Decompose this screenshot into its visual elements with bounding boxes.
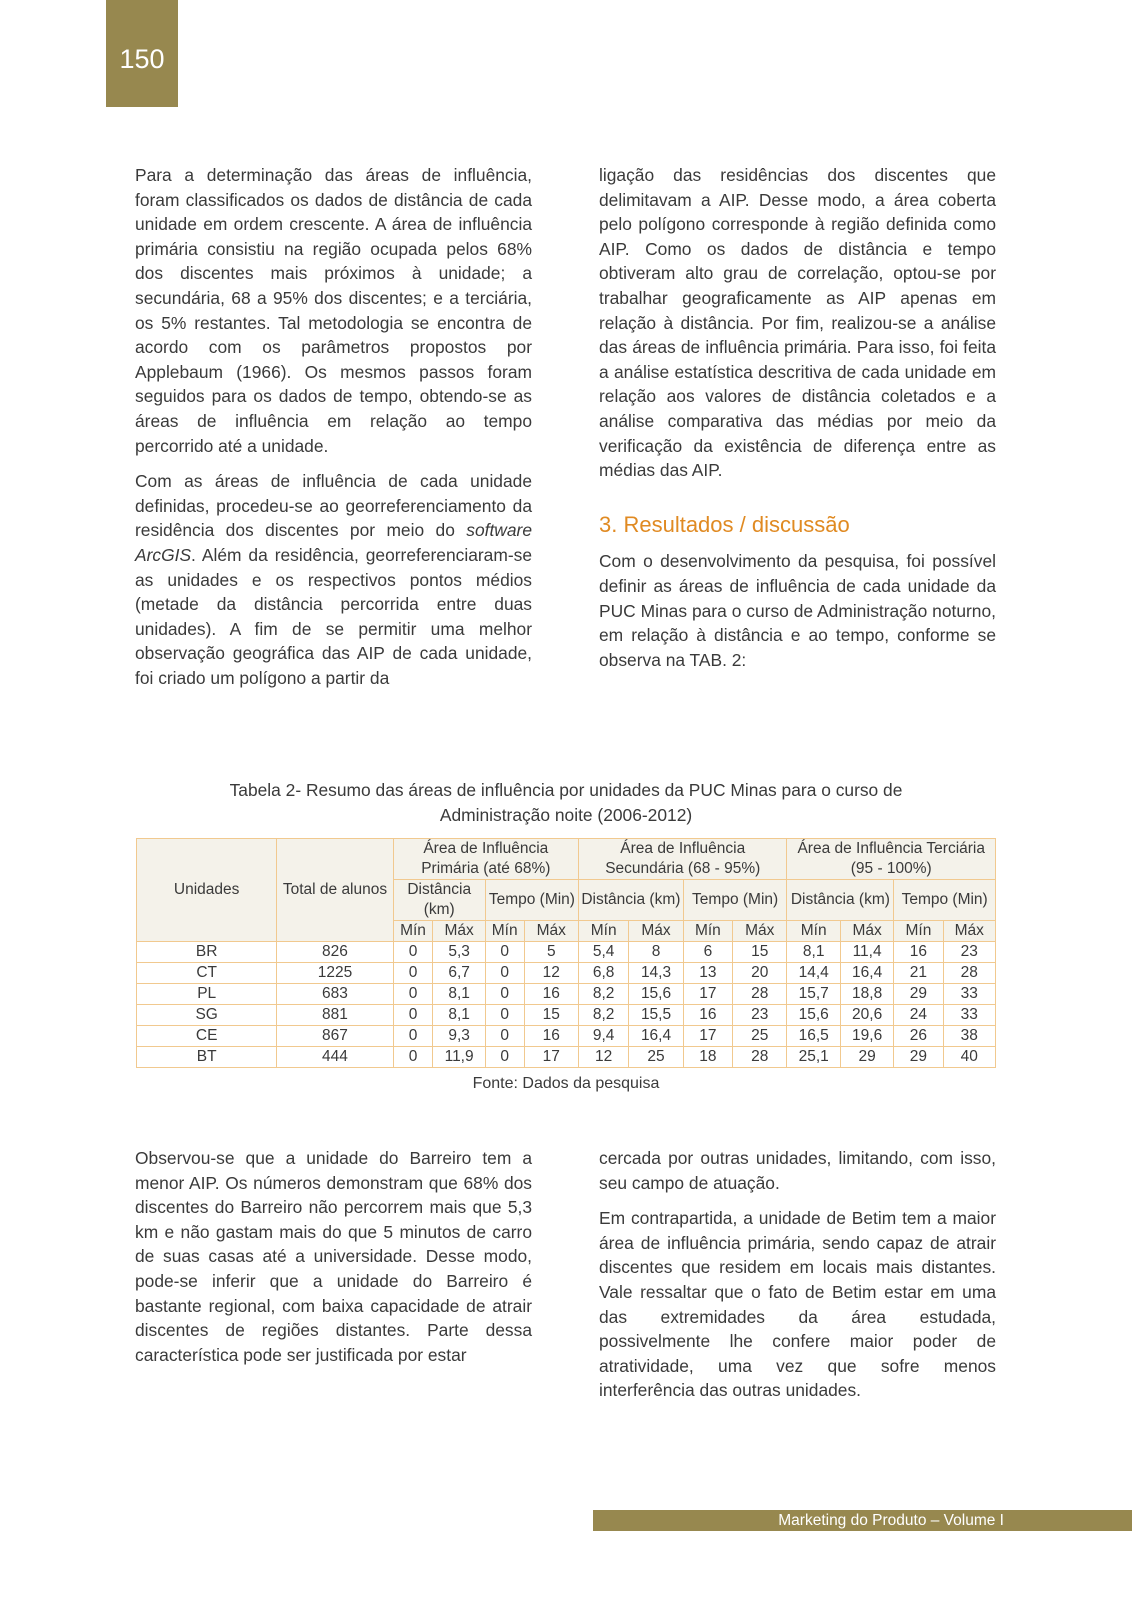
paragraph <box>135 469 532 690</box>
table-cell: 16,4 <box>840 963 893 984</box>
table-cell: 25 <box>733 1026 787 1047</box>
table-cell: 11,4 <box>840 942 893 963</box>
header-time: Tempo (Min) <box>485 880 578 921</box>
table-cell: 826 <box>277 942 393 963</box>
table-cell: 8,1 <box>433 1005 485 1026</box>
table-cell: 16,5 <box>787 1026 840 1047</box>
table-cell: 38 <box>943 1026 995 1047</box>
header-max: Máx <box>629 921 683 942</box>
table-cell: 0 <box>393 1047 433 1068</box>
header-max: Máx <box>524 921 578 942</box>
left-column-bottom <box>135 1146 532 1378</box>
table-cell: 29 <box>894 1047 943 1068</box>
table-cell: 19,6 <box>840 1026 893 1047</box>
table-cell: 13 <box>683 963 732 984</box>
table-cell: 16,4 <box>629 1026 683 1047</box>
paragraph: cercada por outras unidades, limitando, com isso, seu campo de atuação. <box>599 1148 996 1193</box>
header-units: Unidades <box>137 839 277 942</box>
header-total-students: Total de alunos <box>277 839 393 942</box>
table-source: Fonte: Dados da pesquisa <box>472 1075 660 1092</box>
table-cell: 6,8 <box>579 963 629 984</box>
header-max: Máx <box>840 921 893 942</box>
table-cell: 867 <box>277 1026 393 1047</box>
unit-cell: SG <box>137 1005 277 1026</box>
unit-cell: BT <box>137 1047 277 1068</box>
table-cell: 0 <box>393 963 433 984</box>
table-cell: 0 <box>485 1026 524 1047</box>
table-cell: 15,7 <box>787 984 840 1005</box>
software-name: software ArcGIS <box>135 520 532 565</box>
table-cell: 16 <box>894 942 943 963</box>
table-cell: 23 <box>943 942 995 963</box>
table-cell: 5,3 <box>433 942 485 963</box>
influence-areas-table <box>136 838 996 1068</box>
table-cell: 28 <box>733 984 787 1005</box>
table-cell: 25 <box>629 1047 683 1068</box>
unit-cell: PL <box>137 984 277 1005</box>
table-cell: 8,1 <box>787 942 840 963</box>
table-row <box>137 984 996 1005</box>
table-cell: 20 <box>733 963 787 984</box>
table-cell: 0 <box>485 963 524 984</box>
table-cell: 29 <box>894 984 943 1005</box>
table-cell: 8,2 <box>579 984 629 1005</box>
table-cell: 15 <box>733 942 787 963</box>
paragraph: Observou-se que a unidade do Barreiro tem a menor AIP. Os números demonstram que 68% dos discentes do Barreiro não percorrem mais que 5,3 km e não gastam mais do que 5 minutos de carro de suas casas até a universidade. Desse modo, pode-se inferir que a unidade do Barreiro é bastante regional, com baixa capacidade de atrair discentes de regiões distantes. Parte dessa característica pode ser justificada por estar <box>135 1148 532 1365</box>
paragraph: ligação das residências dos discentes que delimitavam a AIP. Desse modo, a área coberta pelo polígono corresponde à região definida como AIP. Como os dados de distância e tempo obtiveram alto grau de correlação, optou-se por trabalhar geograficamente as AIP apenas em relação à distância. Por fim, realizou-se a análise das áreas de influência primária. Para isso, foi feita a análise estatística descritiva de cada unidade em relação aos valores de distância coletados e a análise comparativa das médias por meio da verificação da existência de diferença entre as médias das AIP. <box>599 165 996 481</box>
header-max: Máx <box>433 921 485 942</box>
footer-text: Marketing do Produto – Volume I <box>778 1511 1004 1529</box>
table-cell: 24 <box>894 1005 943 1026</box>
table-cell: 14,4 <box>787 963 840 984</box>
table-cell: 0 <box>393 942 433 963</box>
table-cell: 9,3 <box>433 1026 485 1047</box>
section-heading: 3. Resultados / discussão <box>599 511 850 537</box>
header-time: Tempo (Min) <box>683 880 787 921</box>
table-cell: 5 <box>524 942 578 963</box>
table-cell: 17 <box>524 1047 578 1068</box>
paragraph: Em contrapartida, a unidade de Betim tem a maior área de influência primária, sendo capaz de atrair discentes que residem em locais mais distantes. Vale ressaltar que o fato de Betim estar em uma das extremidades da área estudada, possivelmente lhe confere maior poder de atratividade, uma vez que sofre menos interferência das outras unidades. <box>599 1208 996 1401</box>
table-cell: 0 <box>485 1047 524 1068</box>
table-cell: 0 <box>393 1026 433 1047</box>
table-row <box>137 1026 996 1047</box>
caption-line: Administração noite (2006-2012) <box>439 805 693 825</box>
table-cell: 8,1 <box>433 984 485 1005</box>
table-cell: 5,4 <box>579 942 629 963</box>
table-cell: 12 <box>524 963 578 984</box>
table-cell: 33 <box>943 1005 995 1026</box>
table-cell: 8 <box>629 942 683 963</box>
table-cell: 6 <box>683 942 732 963</box>
footer-bar <box>593 1510 1132 1531</box>
table-cell: 29 <box>840 1047 893 1068</box>
table-cell: 40 <box>943 1047 995 1068</box>
table-cell: 15,6 <box>629 984 683 1005</box>
header-min: Mín <box>485 921 524 942</box>
table-cell: 15 <box>524 1005 578 1026</box>
table-cell: 0 <box>393 984 433 1005</box>
header-primary-area: Área de Influência Primária (até 68%) <box>393 839 578 880</box>
table-row <box>137 1005 996 1026</box>
header-distance: Distância (km) <box>579 880 684 921</box>
right-column-top <box>599 163 996 683</box>
header-min: Mín <box>579 921 629 942</box>
table-cell: 20,6 <box>840 1005 893 1026</box>
left-column-top <box>135 163 532 701</box>
header-min: Mín <box>894 921 943 942</box>
table-cell: 26 <box>894 1026 943 1047</box>
table-cell: 15,6 <box>787 1005 840 1026</box>
table-cell: 12 <box>579 1047 629 1068</box>
table-cell: 444 <box>277 1047 393 1068</box>
table-cell: 9,4 <box>579 1026 629 1047</box>
right-column-bottom <box>599 1146 996 1414</box>
table-cell: 17 <box>683 984 732 1005</box>
table-caption <box>135 778 997 828</box>
table-cell: 16 <box>524 1026 578 1047</box>
table-cell: 6,7 <box>433 963 485 984</box>
header-distance: Distância (km) <box>787 880 894 921</box>
table-cell: 0 <box>485 1005 524 1026</box>
table-cell: 0 <box>393 1005 433 1026</box>
table-row <box>137 963 996 984</box>
paragraph: Com o desenvolvimento da pesquisa, foi possível definir as áreas de influência de cada unidade da PUC Minas para o curso de Administração noturno, em relação à distância e ao tempo, conforme se observa na TAB. 2: <box>599 551 996 670</box>
table-cell: 15,5 <box>629 1005 683 1026</box>
table-cell: 0 <box>485 984 524 1005</box>
table-cell: 28 <box>733 1047 787 1068</box>
paragraph: Para a determinação das áreas de influência, foram classificados os dados de distância de cada unidade em ordem crescente. A área de influência primária consistiu na região ocupada pelos 68% dos discentes mais próximos à unidade; a secundária, 68 a 95% dos discentes; e a terciária, os 5% restantes. Tal metodologia se encontra de acordo com os parâmetros propostos por Applebaum (1966). Os mesmos passos foram seguidos para os dados de tempo, obtendo-se as áreas de influência em relação ao tempo percorrido até a unidade. <box>135 165 532 456</box>
header-min: Mín <box>393 921 433 942</box>
header-min: Mín <box>683 921 732 942</box>
caption-line: Tabela 2- Resumo das áreas de influência por unidades da PUC Minas para o curso de <box>229 780 903 800</box>
header-min: Mín <box>787 921 840 942</box>
table-cell: 16 <box>683 1005 732 1026</box>
text-run: Com as áreas de influência de cada unidade definidas, procedeu-se ao georreferenciamento da residência dos discentes por meio do <box>135 471 532 541</box>
table-cell: 18,8 <box>840 984 893 1005</box>
table-cell: 17 <box>683 1026 732 1047</box>
header-time: Tempo (Min) <box>894 880 996 921</box>
table-body <box>137 942 996 1068</box>
table-cell: 33 <box>943 984 995 1005</box>
table-cell: 25,1 <box>787 1047 840 1068</box>
table-cell: 8,2 <box>579 1005 629 1026</box>
table-cell: 23 <box>733 1005 787 1026</box>
table-row <box>137 942 996 963</box>
text-run: . Além da residência, georreferenciaram-se as unidades e os respectivos pontos médios (metade da distância percorrida entre duas unidades). A fim de se permitir uma melhor observação geográfica das AIP de cada unidade, foi criado um polígono a partir da <box>135 544 532 688</box>
table-cell: 28 <box>943 963 995 984</box>
header-distance: Distância (km) <box>393 880 485 921</box>
header-secondary-area: Área de Influência Secundária (68 - 95%) <box>579 839 787 880</box>
table-row <box>137 1047 996 1068</box>
header-tertiary-area: Área de Influência Terciária (95 - 100%) <box>787 839 996 880</box>
table-cell: 0 <box>485 942 524 963</box>
table-cell: 683 <box>277 984 393 1005</box>
table-cell: 881 <box>277 1005 393 1026</box>
header-max: Máx <box>943 921 995 942</box>
page-number: 150 <box>106 0 178 107</box>
table-cell: 11,9 <box>433 1047 485 1068</box>
table-cell: 14,3 <box>629 963 683 984</box>
table-cell: 18 <box>683 1047 732 1068</box>
unit-cell: CT <box>137 963 277 984</box>
unit-cell: BR <box>137 942 277 963</box>
header-max: Máx <box>733 921 787 942</box>
unit-cell: CE <box>137 1026 277 1047</box>
table-cell: 16 <box>524 984 578 1005</box>
table-cell: 1225 <box>277 963 393 984</box>
table-cell: 21 <box>894 963 943 984</box>
